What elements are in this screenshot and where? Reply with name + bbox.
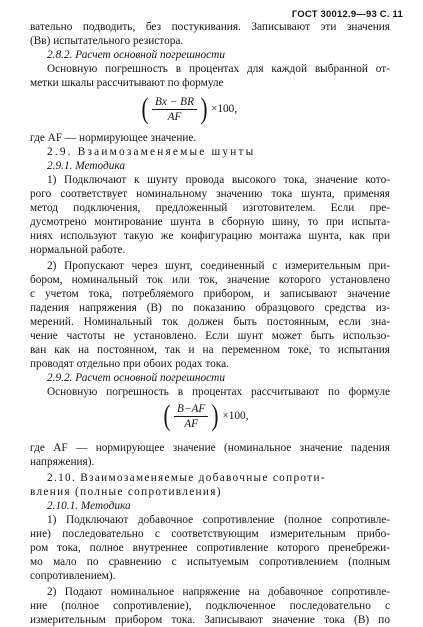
formula-fraction (152, 96, 197, 123)
section-heading: 2.9.1. Методика (47, 160, 126, 172)
text-line: дусмотрено монтирование шунта в сборную шину, то при испыта- (30, 216, 390, 228)
text-line: ром тока, полное внутреннее сопротивление которого пренебрежи- (30, 542, 390, 554)
formula-1 (140, 94, 237, 124)
page-header: ГОСТ 30012.9—93 С. 11 (291, 9, 403, 20)
text-line: рого соответствует номинальному значению тока шунта, применяя (30, 188, 390, 200)
section-heading: 2.10.1. Методика (47, 500, 131, 512)
section-heading: 2.9.2. Расчет основной погрешности (47, 372, 225, 384)
text-line: напряжения). (30, 456, 95, 468)
formula-close-paren: ) (211, 399, 219, 432)
section-heading: 2.9. Взаимозаменяемые шунты (47, 146, 256, 158)
text-line: бором, номинальный ток или ток, значение которого установлено (30, 274, 390, 286)
text-line: мерений. Номинальный ток должен быть постоянным, если зна- (30, 316, 390, 328)
text-line: 2) Пропускают через шунт, соединенный с измерительным при- (47, 260, 390, 272)
text-line: с учетом тока, потребляемого прибором, и записывают значение (30, 288, 390, 300)
formula-numerator: B−AF (174, 403, 208, 417)
section-heading: 2.8.2. Расчет основной погрешности (47, 49, 225, 61)
text-line: метод подключения, предложенный изготовителем. Если пре- (30, 202, 390, 214)
text-line: ние) последовательно с соответствующим измерительным прибо- (30, 528, 390, 540)
section-heading: 2.10. Взаимозаменяемые добавочные сопроти- (47, 472, 326, 484)
formula-denominator: AF (184, 417, 199, 430)
text-line: проводят отдельно при обоих родах тока. (30, 358, 229, 370)
formula-fraction (174, 403, 208, 430)
text-line: Основную погрешность в процентах для каждой выбранной от- (47, 63, 390, 75)
text-line: 1) Подключают добавочное сопротивление (полное сопротивле- (47, 514, 390, 526)
text-line: нормальной работе. (30, 244, 126, 256)
text-line: сопротивлением). (30, 570, 116, 582)
formula-tail: ×100, (222, 410, 249, 422)
text-line: где AF — нормирующее значение. (30, 132, 197, 144)
text-line: метки шкалы рассчитывают по формуле (30, 77, 224, 89)
section-heading: вления (полные сопротивления) (30, 486, 222, 498)
text-line: (Bв) испытательного резистора. (30, 35, 184, 47)
text-line: Основную погрешность в процентах рассчитывают по формуле (47, 386, 390, 398)
formula-tail: ×100, (211, 103, 238, 115)
formula-open-paren: ( (163, 399, 171, 432)
text-line: ние (полное сопротивление), подключенное последовательно с (30, 600, 390, 612)
text-line: 2) Подают номинальное напряжение на добавочное сопротивле- (47, 586, 390, 598)
text-line: 1) Подключают к шунту провода высокого тока, значение кото- (47, 174, 390, 186)
formula-close-paren: ) (200, 92, 208, 125)
text-line: где AF — нормирующее значение (номинальное значение падения (30, 442, 390, 454)
text-line: измерительным прибором тока. Записывают значение тока (B) по (30, 614, 390, 626)
text-line: мо мало по сравнению с испытуемым сопротивлением (полным (30, 556, 390, 568)
text-line: ван как на постоянном, так и на переменном токе, то испытания (30, 344, 390, 356)
text-line: ниях используют такую же конфигурацию монтажа шунта, как при (30, 230, 390, 242)
formula-2 (162, 401, 248, 431)
formula-denominator: AF (167, 110, 182, 123)
text-line: вательно подводить, без постукивания. Записывают эти значения (30, 21, 390, 33)
formula-open-paren: ( (141, 92, 149, 125)
formula-numerator: Bx − BR (152, 96, 197, 110)
text-line: чение частоты не установлено. Если шунт может быть использо- (30, 330, 390, 342)
text-line: падения напряжения (B) по показанию образцового средства из- (30, 302, 390, 314)
